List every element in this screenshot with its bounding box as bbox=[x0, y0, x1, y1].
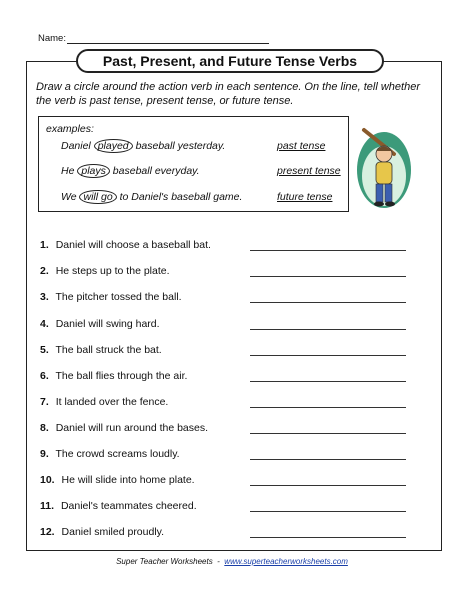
answer-line[interactable] bbox=[250, 329, 406, 330]
example-after: baseball everyday. bbox=[112, 165, 200, 177]
example-sentence bbox=[61, 140, 225, 152]
question-text: Daniel will swing hard. bbox=[55, 318, 160, 330]
name-field[interactable] bbox=[67, 43, 269, 44]
answer-line[interactable] bbox=[250, 381, 406, 382]
answer-line[interactable] bbox=[250, 250, 406, 251]
question-row bbox=[40, 474, 195, 486]
question-row bbox=[40, 239, 211, 251]
example-after: to Daniel's baseball game. bbox=[119, 191, 243, 203]
question-number: 4. bbox=[40, 318, 49, 330]
question-number: 9. bbox=[40, 448, 49, 460]
example-before: He bbox=[61, 165, 75, 177]
example-verb-circled: played bbox=[94, 139, 133, 153]
answer-line[interactable] bbox=[250, 276, 406, 277]
question-text: Daniel will choose a baseball bat. bbox=[55, 239, 211, 251]
question-number: 2. bbox=[40, 265, 49, 277]
question-number: 3. bbox=[40, 291, 49, 303]
question-text: The pitcher tossed the ball. bbox=[55, 291, 182, 303]
answer-line[interactable] bbox=[250, 302, 406, 303]
example-answer: present tense bbox=[277, 165, 341, 177]
question-text: The ball struck the bat. bbox=[55, 344, 162, 356]
question-row bbox=[40, 291, 182, 303]
question-number: 11. bbox=[40, 500, 55, 512]
question-number: 1. bbox=[40, 239, 49, 251]
question-number: 8. bbox=[40, 422, 49, 434]
answer-line[interactable] bbox=[250, 485, 406, 486]
question-text: Daniel's teammates cheered. bbox=[60, 500, 197, 512]
question-number: 5. bbox=[40, 344, 49, 356]
question-row bbox=[40, 265, 170, 277]
question-number: 6. bbox=[40, 370, 49, 382]
question-text: Daniel will run around the bases. bbox=[55, 422, 209, 434]
example-answer: past tense bbox=[277, 140, 326, 152]
footer bbox=[0, 557, 464, 566]
baseball-player-icon bbox=[354, 118, 414, 214]
question-row bbox=[40, 526, 164, 538]
question-text: It landed over the fence. bbox=[55, 396, 169, 408]
examples-label: examples: bbox=[46, 123, 94, 135]
question-row bbox=[40, 448, 180, 460]
example-after: baseball yesterday. bbox=[135, 140, 226, 152]
answer-line[interactable] bbox=[250, 407, 406, 408]
answer-line[interactable] bbox=[250, 511, 406, 512]
footer-source: Super Teacher Worksheets bbox=[116, 557, 213, 566]
instructions: Draw a circle around the action verb in each sentence. On the line, tell whether the verb is past tense, present tense, or future tense. bbox=[36, 81, 420, 107]
examples-box bbox=[38, 116, 349, 212]
question-text: The ball flies through the air. bbox=[55, 370, 188, 382]
question-text: The crowd screams loudly. bbox=[55, 448, 180, 460]
question-text: He steps up to the plate. bbox=[55, 265, 170, 277]
example-sentence bbox=[61, 165, 200, 177]
question-number: 7. bbox=[40, 396, 49, 408]
page-title: Past, Present, and Future Tense Verbs bbox=[76, 49, 384, 73]
answer-line[interactable] bbox=[250, 355, 406, 356]
question-number: 10. bbox=[40, 474, 55, 486]
name-label: Name: bbox=[38, 33, 66, 44]
question-row bbox=[40, 318, 160, 330]
example-sentence bbox=[61, 191, 242, 203]
example-verb-circled: will go bbox=[79, 190, 116, 204]
example-before: We bbox=[61, 191, 77, 203]
footer-link[interactable]: www.superteacherworksheets.com bbox=[224, 557, 348, 566]
answer-line[interactable] bbox=[250, 433, 406, 434]
question-row bbox=[40, 344, 162, 356]
example-answer: future tense bbox=[277, 191, 333, 203]
question-row bbox=[40, 500, 197, 512]
question-row bbox=[40, 370, 187, 382]
question-text: He will slide into home plate. bbox=[61, 474, 195, 486]
answer-line[interactable] bbox=[250, 537, 406, 538]
example-before: Daniel bbox=[61, 140, 91, 152]
example-verb-circled: plays bbox=[77, 164, 110, 178]
question-text: Daniel smiled proudly. bbox=[61, 526, 165, 538]
question-row bbox=[40, 422, 208, 434]
question-number: 12. bbox=[40, 526, 55, 538]
footer-separator: - bbox=[217, 557, 220, 566]
question-row bbox=[40, 396, 168, 408]
answer-line[interactable] bbox=[250, 459, 406, 460]
